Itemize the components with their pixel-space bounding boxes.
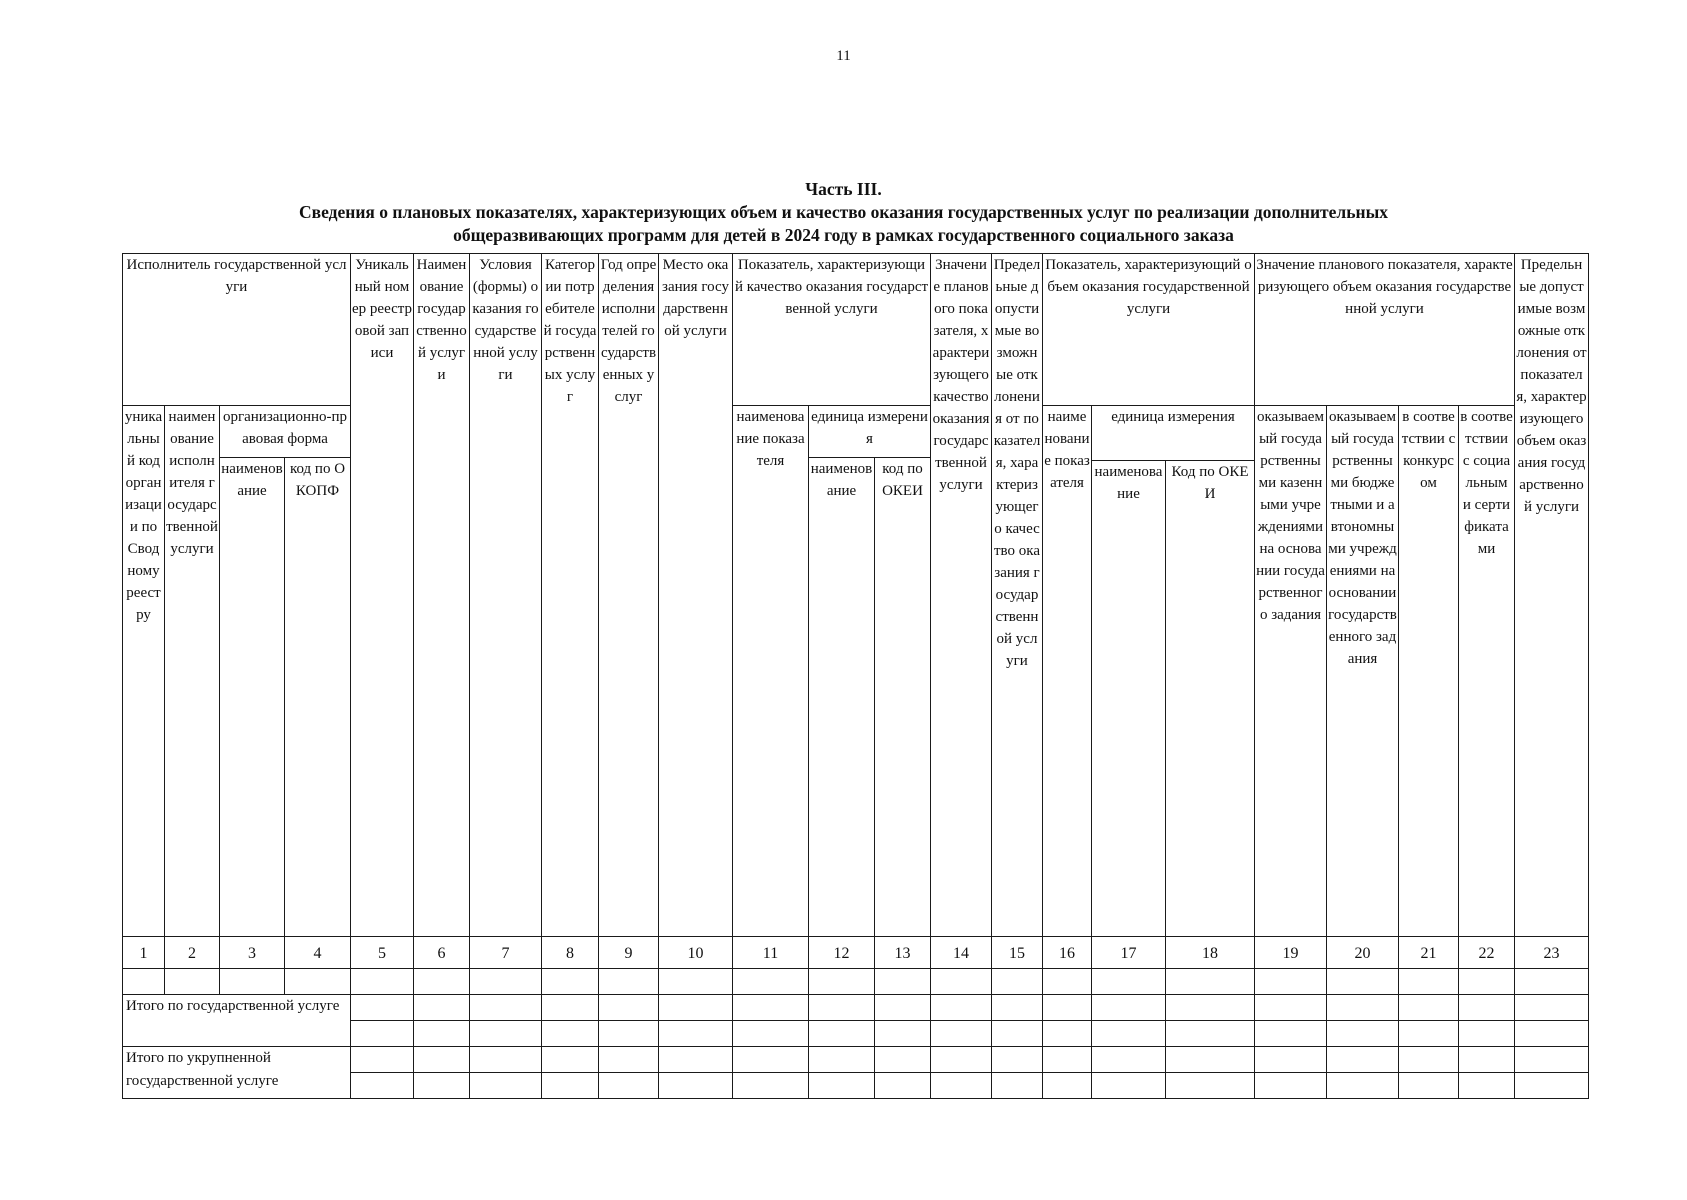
column-number: 10 [659,937,733,969]
header-consumer-categories: Категории потребителей государственных услуг [542,254,599,937]
header-org-legal-form: организационно-правовая форма [220,406,351,458]
title-line-2: Сведения о плановых показателях, характеризующих объем и качество оказания государственных услуг по реализации дополнительных [299,202,1388,222]
column-number: 22 [1459,937,1515,969]
plan-indicators-table [122,253,1589,1099]
column-number: 20 [1327,937,1399,969]
title-line-1: Часть III. [805,179,882,199]
column-number: 3 [220,937,285,969]
header-quality-deviation: Предельные допустимые возможные отклонения от показателя, характеризующего качество оказания государственной услуги [992,254,1043,937]
document-title [0,178,1687,247]
header-year-of-determination: Год определения исполнителей государственных услуг [599,254,659,937]
column-number: 7 [470,937,542,969]
header-volume-deviation: Предельные допустимые возможные отклонения от показателя, характеризующего объем оказания государственной услуги [1515,254,1589,937]
column-number: 16 [1043,937,1092,969]
header-v-unit-code: Код по ОКЕИ [1166,461,1255,937]
column-number: 14 [931,937,992,969]
header-place: Место оказания государственной услуги [659,254,733,937]
column-number: 23 [1515,937,1589,969]
header-by-budget-institutions: оказываемый государственными бюджетными и автономными учреждениями на основании государственного задания [1327,406,1399,937]
header-conditions: Условия (формы) оказания государственной услуги [470,254,542,937]
column-number: 17 [1092,937,1166,969]
header-unique-code: уникальный код организации по Сводному реестру [123,406,165,937]
header-v-unit: единица измерения [1092,406,1255,461]
header-v-indicator-name: наименование показателя [1043,406,1092,937]
header-unique-number: Уникальный номер реестровой записи [351,254,414,937]
enlarged-total-label: Итого по укрупненной государственной услуге [123,1047,351,1099]
header-q-indicator-name: наименование показателя [733,406,809,937]
column-number: 18 [1166,937,1255,969]
table-row [123,995,1589,1021]
header-by-state-institutions: оказываемый государственными казенными учреждениями на основании государственного задания [1255,406,1327,937]
header-quality-indicator: Показатель, характеризующий качество оказания государственной услуги [733,254,931,406]
column-number: 19 [1255,937,1327,969]
header-q-unit-name: наименование [809,458,875,937]
header-by-competition: в соответствии с конкурсом [1399,406,1459,937]
column-number: 12 [809,937,875,969]
column-number: 9 [599,937,659,969]
header-ol-name: наименование [220,458,285,937]
page-number: 11 [836,48,851,64]
header-executor: Исполнитель государственной услуги [123,254,351,406]
column-number: 15 [992,937,1043,969]
service-total-label: Итого по государственной услуге [123,995,351,1047]
table-row [123,1047,1589,1073]
header-volume-value: Значение планового показателя, характеризующего объем оказания государственной услуги [1255,254,1515,406]
column-number: 11 [733,937,809,969]
column-number: 1 [123,937,165,969]
column-number: 13 [875,937,931,969]
header-q-unit: единица измерения [809,406,931,458]
header-volume-indicator: Показатель, характеризующий объем оказания государственной услуги [1043,254,1255,406]
column-number: 5 [351,937,414,969]
header-executor-name: наименование исполнителя государственной услуги [165,406,220,937]
column-number: 4 [285,937,351,969]
column-number: 2 [165,937,220,969]
column-number: 8 [542,937,599,969]
header-quality-value: Значение планового показателя, характеризующего качество оказания государственной услуги [931,254,992,937]
column-number: 6 [414,937,470,969]
header-q-unit-code: код по ОКЕИ [875,458,931,937]
header-v-unit-name: наименование [1092,461,1166,937]
table-row [123,969,1589,995]
header-ol-code: код по ОКОПФ [285,458,351,937]
header-service-name: Наименование государственной услуги [414,254,470,937]
title-line-3: общеразвивающих программ для детей в 2024 году в рамках государственного социального заказа [453,225,1234,245]
header-by-certificates: в соответствии с социальным и сертификатами [1459,406,1515,937]
column-number: 21 [1399,937,1459,969]
